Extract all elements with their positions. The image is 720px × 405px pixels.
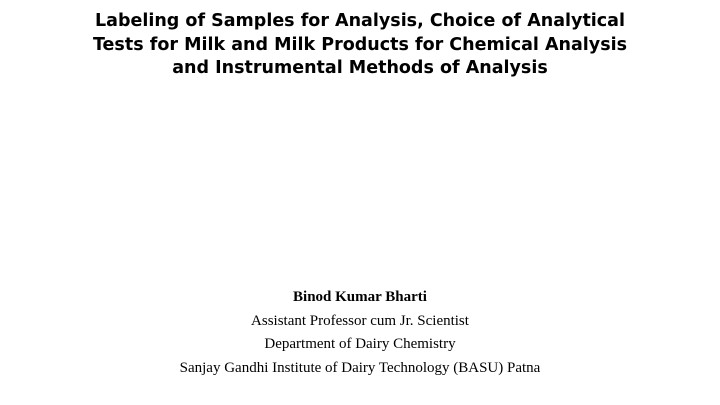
author-name: Binod Kumar Bharti xyxy=(293,289,427,305)
author-institution: Sanjay Gandhi Institute of Dairy Technology (BASU) Patna xyxy=(179,359,541,376)
author-block xyxy=(40,286,680,380)
author-department: Department of Dairy Chemistry xyxy=(264,336,456,352)
author-position: Assistant Professor cum Jr. Scientist xyxy=(251,312,469,329)
slide-title: Labeling of Samples for Analysis, Choice of Analytical Tests for Milk and Milk Products for Chemical Analysis and Instrumental Methods of Analysis xyxy=(92,11,628,78)
